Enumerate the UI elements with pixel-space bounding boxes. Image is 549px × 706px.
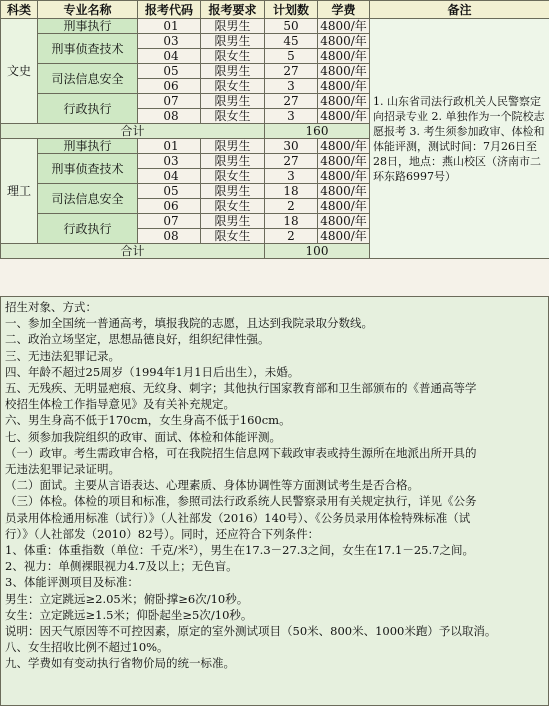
table-header-row — [1, 1, 549, 19]
plan-cell: 2 — [265, 229, 318, 244]
admission-table — [0, 0, 549, 259]
info-line: 五、无残疾、无明显疤痕、无纹身、刺字；其他执行国家教育部和卫生部颁布的《普通高等学 — [5, 381, 477, 396]
fee-cell: 4800/年 — [318, 139, 370, 154]
requirement-cell: 限女生 — [201, 169, 265, 184]
major-name-cell: 司法信息安全 — [38, 184, 138, 214]
fee-cell: 4800/年 — [318, 184, 370, 199]
total-value: 100 — [265, 244, 370, 259]
info-line: 2、视力：单侧裸眼视力4.7及以上；无色盲。 — [5, 559, 238, 574]
requirement-cell: 限男生 — [201, 34, 265, 49]
table-row — [1, 19, 549, 34]
plan-cell: 3 — [265, 79, 318, 94]
requirement-cell: 限女生 — [201, 109, 265, 124]
requirement-cell: 限男生 — [201, 94, 265, 109]
plan-cell: 27 — [265, 94, 318, 109]
major-name-cell: 刑事执行 — [38, 139, 138, 154]
requirement-cell: 限女生 — [201, 199, 265, 214]
fee-cell: 4800/年 — [318, 169, 370, 184]
header-requirement: 报考要求 — [201, 1, 265, 19]
code-cell: 03 — [138, 34, 201, 49]
plan-cell: 30 — [265, 139, 318, 154]
info-line: 男生：立定跳远≥2.05米；俯卧撑≥6次/10秒。 — [5, 591, 249, 606]
category-cell: 文史 — [1, 19, 38, 124]
code-cell: 06 — [138, 79, 201, 94]
fee-cell: 4800/年 — [318, 229, 370, 244]
info-line: 行）》（人社部发（2010）82号）。同时，还应符合下列条件： — [5, 526, 320, 541]
info-line: 女生：立定跳远≥1.5米；仰卧起坐≥5次/10秒。 — [5, 607, 253, 622]
plan-cell: 3 — [265, 169, 318, 184]
code-cell: 06 — [138, 199, 201, 214]
requirement-cell: 限男生 — [201, 19, 265, 34]
admission-info-box — [0, 296, 549, 706]
plan-cell: 27 — [265, 154, 318, 169]
fee-cell: 4800/年 — [318, 34, 370, 49]
requirement-cell: 限男生 — [201, 214, 265, 229]
major-name-cell: 司法信息安全 — [38, 64, 138, 94]
info-line: 校招生体检工作指导意见》及有关补充规定。 — [5, 397, 235, 412]
info-line: 员录用体检通用标准（试行）》（人社部发（2016）140号）、《公务员录用体检特殊标准（试 — [5, 510, 471, 525]
info-line: 3、体能评测项目及标准： — [5, 575, 139, 590]
code-cell: 03 — [138, 154, 201, 169]
header-major: 专业名称 — [38, 1, 138, 19]
header-code: 报考代码 — [138, 1, 201, 19]
info-line: 四、年龄不超过25周岁（1994年1月1日后出生），未婚。 — [5, 364, 300, 379]
info-line: （二）面试。主要从言语表达、心理素质、身体协调性等方面测试考生是否合格。 — [5, 478, 419, 493]
plan-cell: 18 — [265, 184, 318, 199]
fee-cell: 4800/年 — [318, 214, 370, 229]
total-label: 合计 — [1, 124, 265, 139]
requirement-cell: 限女生 — [201, 49, 265, 64]
info-line: 招生对象、方式： — [5, 300, 97, 314]
code-cell: 04 — [138, 169, 201, 184]
info-line: 三、无违法犯罪记录。 — [5, 348, 120, 363]
plan-cell: 50 — [265, 19, 318, 34]
info-line: （一）政审。考生需政审合格，可在我院招生信息网下载政审表或持生源所在地派出所开具的 — [5, 445, 477, 460]
info-line: 说明：因天气原因等不可控因素，原定的室外测试项目（50米、800米、1000米跑）予以取消。 — [5, 624, 497, 639]
fee-cell: 4800/年 — [318, 79, 370, 94]
code-cell: 05 — [138, 184, 201, 199]
header-plan: 计划数 — [265, 1, 318, 19]
fee-cell: 4800/年 — [318, 109, 370, 124]
table-body — [1, 19, 549, 259]
major-name-cell: 刑事执行 — [38, 19, 138, 34]
fee-cell: 4800/年 — [318, 19, 370, 34]
plan-cell: 2 — [265, 199, 318, 214]
info-line: 二、政治立场坚定，思想品德良好，组织纪律性强。 — [5, 332, 270, 347]
requirement-cell: 限女生 — [201, 229, 265, 244]
plan-cell: 5 — [265, 49, 318, 64]
plan-cell: 3 — [265, 109, 318, 124]
fee-cell: 4800/年 — [318, 49, 370, 64]
total-value: 160 — [265, 124, 370, 139]
code-cell: 01 — [138, 139, 201, 154]
info-line: 八、女生招收比例不超过10%。 — [5, 640, 169, 655]
requirement-cell: 限男生 — [201, 64, 265, 79]
major-name-cell: 刑事侦查技术 — [38, 34, 138, 64]
plan-cell: 18 — [265, 214, 318, 229]
code-cell: 08 — [138, 109, 201, 124]
info-line: 九、学费如有变动执行省物价局的统一标准。 — [5, 656, 235, 671]
total-label: 合计 — [1, 244, 265, 259]
info-line: 六、男生身高不低于170cm，女生身高不低于160cm。 — [5, 413, 291, 428]
requirement-cell: 限男生 — [201, 184, 265, 199]
requirement-cell: 限男生 — [201, 139, 265, 154]
plan-cell: 27 — [265, 64, 318, 79]
code-cell: 08 — [138, 229, 201, 244]
major-name-cell: 刑事侦查技术 — [38, 154, 138, 184]
plan-cell: 45 — [265, 34, 318, 49]
info-line: 七、须参加我院组织的政审、面试、体检和体能评测。 — [5, 429, 281, 444]
fee-cell: 4800/年 — [318, 94, 370, 109]
fee-cell: 4800/年 — [318, 154, 370, 169]
major-name-cell: 行政执行 — [38, 94, 138, 124]
info-line: 一、参加全国统一普通高考，填报我院的志愿，且达到我院录取分数线。 — [5, 316, 373, 331]
code-cell: 07 — [138, 214, 201, 229]
major-name-cell: 行政执行 — [38, 214, 138, 244]
header-category: 科类 — [1, 1, 38, 19]
requirement-cell: 限男生 — [201, 154, 265, 169]
info-line: 无违法犯罪记录证明。 — [5, 462, 120, 477]
code-cell: 05 — [138, 64, 201, 79]
code-cell: 07 — [138, 94, 201, 109]
info-line: 1、体重：体重指数（单位：千克/米²），男生在17.3－27.3之间，女生在17.1－25.7之间。 — [5, 543, 474, 558]
fee-cell: 4800/年 — [318, 64, 370, 79]
remarks-cell: 1. 山东省司法行政机关人民警察定向招录专业 2. 单独作为一个院校志愿报考 3. 考生须参加政审、体检和体能评测，测试时间：7月26日至28日，地点：燕山校区（济南市二环东路6997号） — [370, 19, 549, 259]
requirement-cell: 限女生 — [201, 79, 265, 94]
header-remarks: 备注 — [370, 1, 549, 19]
info-line: （三）体检。体检的项目和标准，参照司法行政系统人民警察录用有关规定执行，详见《公务 — [5, 494, 477, 509]
code-cell: 01 — [138, 19, 201, 34]
header-fee: 学费 — [318, 1, 370, 19]
fee-cell: 4800/年 — [318, 199, 370, 214]
category-cell: 理工 — [1, 139, 38, 244]
code-cell: 04 — [138, 49, 201, 64]
